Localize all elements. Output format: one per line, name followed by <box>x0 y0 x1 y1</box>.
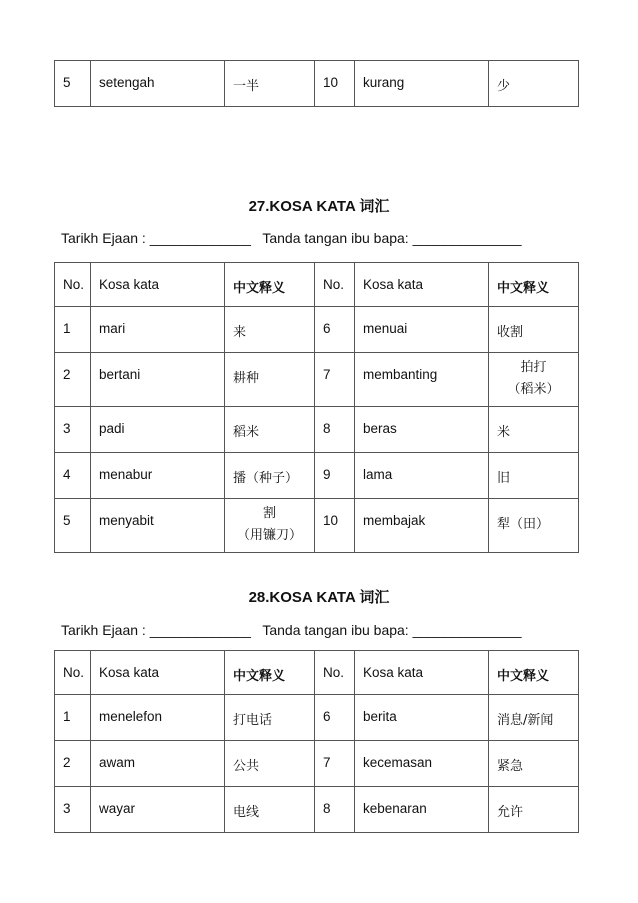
no-cell: 6 <box>315 695 355 741</box>
column-header: Kosa kata <box>355 263 489 307</box>
word-cell: awam <box>91 741 225 787</box>
column-header: Kosa kata <box>91 263 225 307</box>
word-cell: beras <box>355 407 489 453</box>
table-header-row <box>55 651 579 695</box>
table-row <box>55 407 579 453</box>
table-header-row <box>55 263 579 307</box>
table-row <box>55 787 579 833</box>
meaning-cell: 紧急 <box>489 741 579 787</box>
no-cell: 3 <box>55 407 91 453</box>
no-cell: 8 <box>315 787 355 833</box>
column-header: Kosa kata <box>91 651 225 695</box>
section-title: 27.KOSA KATA 词汇 <box>248 197 390 215</box>
column-header: No. <box>315 651 355 695</box>
table-row <box>55 307 579 353</box>
meaning-cell: 米 <box>489 407 579 453</box>
table-row <box>55 741 579 787</box>
word-cell: lama <box>355 453 489 499</box>
meaning-cell: 允许 <box>489 787 579 833</box>
word-cell: berita <box>355 695 489 741</box>
meaning-cell: 犁（田） <box>489 499 579 553</box>
meaning-cell: 割 （用镰刀） <box>225 499 315 553</box>
column-header: Kosa kata <box>355 651 489 695</box>
top-vocab-table <box>54 60 579 107</box>
table-row <box>55 61 579 107</box>
column-header: 中文释义 <box>225 651 315 695</box>
meaning-cell: 一半 <box>225 61 315 107</box>
no-cell: 8 <box>315 407 355 453</box>
column-header: 中文释义 <box>489 651 579 695</box>
table-row <box>55 695 579 741</box>
word-cell: menabur <box>91 453 225 499</box>
meaning-cell: 稻米 <box>225 407 315 453</box>
word-cell: wayar <box>91 787 225 833</box>
section-title: 28.KOSA KATA 词汇 <box>248 588 390 606</box>
table-row <box>55 353 579 407</box>
no-cell: 7 <box>315 353 355 407</box>
word-cell: menuai <box>355 307 489 353</box>
no-cell: 5 <box>55 499 91 553</box>
no-cell: 7 <box>315 741 355 787</box>
meaning-cell: 耕种 <box>225 353 315 407</box>
no-cell: 3 <box>55 787 91 833</box>
meaning-cell: 电线 <box>225 787 315 833</box>
meaning-cell: 来 <box>225 307 315 353</box>
word-cell: kebenaran <box>355 787 489 833</box>
meaning-cell: 拍打 （稻米） <box>489 353 579 407</box>
no-cell: 1 <box>55 307 91 353</box>
meaning-cell: 消息/新闻 <box>489 695 579 741</box>
word-cell: kurang <box>355 61 489 107</box>
no-cell: 2 <box>55 741 91 787</box>
word-cell: bertani <box>91 353 225 407</box>
meaning-cell: 公共 <box>225 741 315 787</box>
column-header: No. <box>315 263 355 307</box>
word-cell: menelefon <box>91 695 225 741</box>
word-cell: membanting <box>355 353 489 407</box>
sign-line: Tarikh Ejaan : _____________ Tanda tangan ibu bapa: ______________ <box>61 622 522 638</box>
no-cell: 6 <box>315 307 355 353</box>
no-cell: 1 <box>55 695 91 741</box>
meaning-cell: 旧 <box>489 453 579 499</box>
vocab-table <box>54 262 579 553</box>
meaning-cell: 少 <box>489 61 579 107</box>
no-cell: 5 <box>55 61 91 107</box>
no-cell: 10 <box>315 61 355 107</box>
no-cell: 2 <box>55 353 91 407</box>
word-cell: setengah <box>91 61 225 107</box>
sign-line: Tarikh Ejaan : _____________ Tanda tangan ibu bapa: ______________ <box>61 230 522 246</box>
no-cell: 9 <box>315 453 355 499</box>
column-header: No. <box>55 651 91 695</box>
column-header: No. <box>55 263 91 307</box>
word-cell: padi <box>91 407 225 453</box>
table-row <box>55 499 579 553</box>
meaning-cell: 播（种子） <box>225 453 315 499</box>
column-header: 中文释义 <box>489 263 579 307</box>
no-cell: 4 <box>55 453 91 499</box>
word-cell: kecemasan <box>355 741 489 787</box>
column-header: 中文释义 <box>225 263 315 307</box>
no-cell: 10 <box>315 499 355 553</box>
table-row <box>55 453 579 499</box>
vocab-table <box>54 650 579 833</box>
meaning-cell: 收割 <box>489 307 579 353</box>
word-cell: membajak <box>355 499 489 553</box>
meaning-cell: 打电话 <box>225 695 315 741</box>
word-cell: mari <box>91 307 225 353</box>
word-cell: menyabit <box>91 499 225 553</box>
